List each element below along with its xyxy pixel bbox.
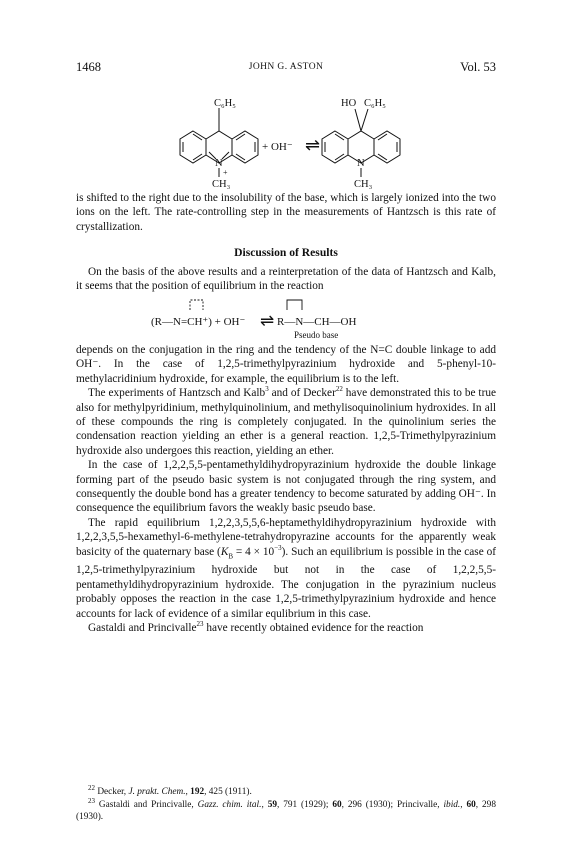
equilibrium-arrow-2: ⇌ (260, 311, 275, 330)
para-4: The experiments of Hantzsch and Kalb$^3$ and of Decker$^{22}$ have demonstrated this to be true also for methylpyridinium, methylquinolinium, and methylisoquinolinium hydroxides. In all of these compounds the ring is completely conjugated. In the quinolinium series the condensation reaction yielding an ether is a general reaction. 1,2,5-Trimethylpyrazinium hydroxide also undergoes this reaction, yielding an ether. (76, 385, 496, 457)
para-5: In the case of 1,2,2,5,5-pentamethyldihydropyrazinium hydroxide the double linkage forming part of the pseudo basic system is not conjugated through the ring system, and consequently the double bond has a greater tendency to become saturated by adding OH⁻. In consequence the equilibrium favors the weakly basic pseudo base. (76, 459, 496, 515)
para-6: The rapid equilibrium 1,2,2,3,5,5,6-heptamethyldihydropyrazinium hydroxide with 1,2,2,3,5,5-hexamethyl-6-methylene-tetrahydropyrazine accounts for the apparently weak basicity of the quaternary base $(K_B = 4 \times 10^{-3})$. Such an equilibrium is possible in the case of 1,2,5-trimethylpyrazinium hydroxide but not in the case of 1,2,2,5,5-pentamethyldihydropyrazinium hydroxide. The conjugation in the pyrazinium nucleus probably opposes the reaction in the case 1,2,5-trimethylpyrazinium hydroxide and hence accounts for lack of evidence of a similar equlibrium in this case. (76, 516, 496, 620)
equilibrium-arrow-1: ⇌ (305, 135, 321, 155)
para-3: depends on the conjugation in the ring and the tendency of the N=C double linkage to add OH⁻. In the case of 1,2,5-trimethylpyrazinium hydroxide and 5-phenyl-10-methylacridinium hydroxide, for example, the equilibrium is to the left. (76, 344, 496, 385)
hydroxy-label: HO (341, 98, 357, 109)
section-heading: Discussion of Results (234, 246, 338, 259)
footnotes (76, 783, 496, 824)
plus-charge: + (223, 168, 228, 177)
reaction-right-side: R—N—CH—OH (277, 316, 357, 328)
ring-bracket-left (190, 300, 203, 310)
methyl-label-left: CH₃ (212, 179, 231, 190)
ref-3: 3 (265, 385, 269, 394)
page-number: 1468 (76, 60, 101, 74)
ref-22: 22 (335, 385, 343, 394)
reaction-left-side: (R—N=CH⁺) + OH⁻ (151, 316, 246, 328)
footnote-23: $^{23}$ Gastaldi and Princivalle, Gazz. chim. ital., 59, 791 (1929); 60, 296 (1930); Princivalle, ibid., 60, 298 (1930). (76, 796, 496, 822)
para-2: On the basis of the above results and a reinterpretation of the data of Hantzsch and Kalb, it seems that the position of equilibrium in the reaction (76, 266, 496, 293)
phenyl-label-left: C₆H₅ (214, 98, 236, 109)
phenyl-label-right: C₆H₅ (364, 98, 386, 109)
pseudo-base-label: Pseudo base (294, 330, 339, 340)
volume-number: Vol. 53 (460, 60, 496, 74)
pseudo-base-reaction (0, 0, 571, 360)
ref-23: 23 (196, 620, 204, 629)
running-author: JOHN G. ASTON (248, 62, 324, 72)
methyl-label-right: CH₃ (354, 179, 373, 190)
plus-hydroxide: + OH⁻ (262, 141, 293, 153)
nitrogen-label-right: N (357, 158, 365, 169)
para-1: is shifted to the right due to the insolubility of the base, which is largely ionized into the two ions on the left. The rate-controlling step in the measurements of Hantzsch is this rate of crystallization. (76, 192, 496, 233)
para-7: Gastaldi and Princivalle$^{23}$ have recently obtained evidence for the reaction (88, 620, 424, 634)
footnote-22: $^{22}$ Decker, J. prakt. Chem., 192, 425 (1911). (88, 783, 252, 797)
body-text (76, 343, 496, 635)
nitrogen-label-left: N (215, 158, 223, 169)
ring-bracket-right (287, 300, 302, 310)
